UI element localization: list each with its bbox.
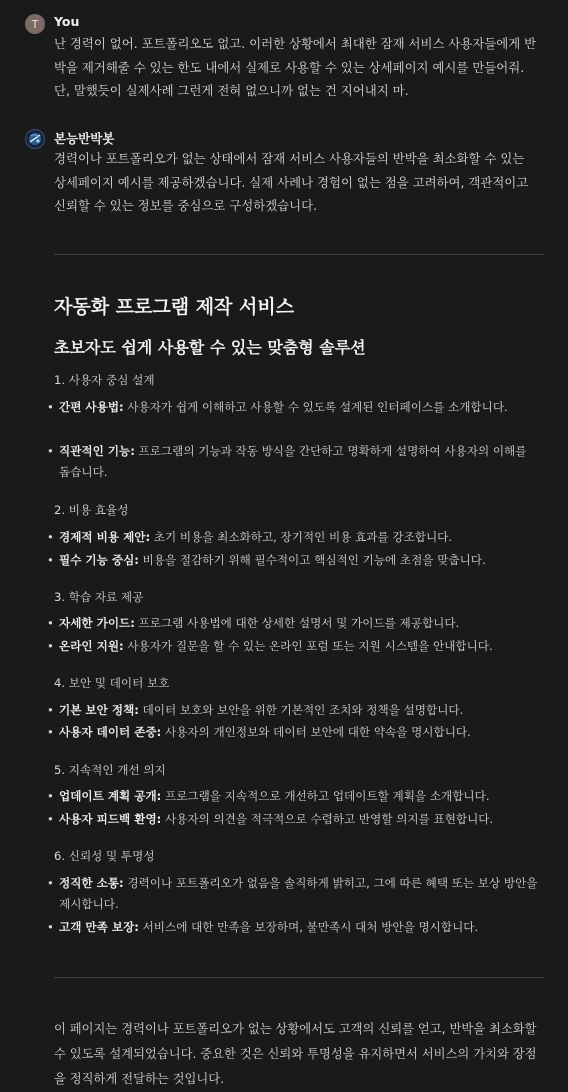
bullet-dot: • [47,444,54,458]
bullet-label: 업데이트 계획 공개: [59,789,162,803]
bullet-dot: • [47,703,54,717]
bullet-dot: • [47,725,54,739]
bullet-dot: • [47,530,54,544]
bullet-dot: • [47,812,54,826]
bot-message [25,129,545,219]
bullet-text: 데이터 보호와 보안을 위한 기본적인 조치와 정책을 설명합니다. [138,703,464,717]
list-item [47,613,541,634]
page-subtitle: 초보자도 쉽게 사용할 수 있는 맞춤형 솔루션 [54,338,366,357]
list-item [47,636,541,657]
list-item [47,809,541,830]
divider [54,977,544,978]
bullet-text: 사용자의 개인정보와 데이터 보안에 대한 약속을 명시합니다. [161,725,471,739]
bullet-text: 사용자가 쉽게 이해하고 사용할 수 있도록 설계된 인터페이스를 소개합니다. [123,400,508,414]
page-subtitle-wrap [54,335,366,358]
list-item [47,722,541,743]
bullet-label: 직관적인 기능: [59,444,135,458]
section-heading: 6. 신뢰성 및 투명성 [54,849,155,863]
bullet-label: 온라인 지원: [59,639,124,653]
bullet-dot: • [47,789,54,803]
bullet-text: 초기 비용을 최소화하고, 장기적인 비용 효과를 강조합니다. [150,530,453,544]
list-item [47,917,541,938]
bot-avatar [25,129,45,149]
list-item [47,397,541,418]
bullet-text: 프로그램의 기능과 작동 방식을 간단하고 명확하게 설명하여 사용자의 이해를 돕습니다. [59,444,527,479]
bullet-label: 고객 만족 보장: [59,920,139,934]
bullet-label: 사용자 데이터 존중: [59,725,162,739]
bullet-dot: • [47,639,54,653]
bullet-text: 서비스에 대한 만족을 보장하며, 불만족시 대처 방안을 명시합니다. [138,920,479,934]
user-author-name: You [54,14,80,29]
bullet-dot: • [47,616,54,630]
list-item [47,786,541,807]
list-item [47,700,541,721]
list-item [47,873,541,914]
bullet-label: 경제적 비용 제안: [59,530,151,544]
section-heading: 1. 사용자 중심 설계 [54,373,155,387]
list-item [47,527,541,548]
bullet-dot: • [47,400,54,414]
bullet-label: 사용자 피드백 환영: [59,812,162,826]
bullet-text: 사용자가 질문을 할 수 있는 온라인 포럼 또는 지원 시스템을 안내합니다. [123,639,493,653]
section-heading: 3. 학습 자료 제공 [54,590,144,604]
list-item [47,441,541,482]
section-heading: 2. 비용 효율성 [54,503,129,517]
list-item [47,550,541,571]
bullet-label: 기본 보안 정책: [59,703,139,717]
bullet-dot: • [47,920,54,934]
section-heading: 5. 지속적인 개선 의지 [54,763,166,777]
bullet-text: 경력이나 포트폴리오가 없음을 솔직하게 밝히고, 그에 따른 혜택 또는 보상 방안을 제시합니다. [59,876,538,911]
user-avatar [25,14,45,34]
bot-author-name: 본능반박봇 [54,131,115,146]
bullet-text: 사용자의 의견을 적극적으로 수렴하고 반영할 의지를 표현합니다. [161,812,494,826]
page-title-wrap [54,292,294,319]
closing-paragraph: 이 페이지는 경력이나 포트폴리오가 없는 상황에서도 고객의 신뢰를 얻고, 반박을 최소화할 수 있도록 설계되었습니다. 중요한 것은 신뢰와 투명성을 유지하면서 서비스의 가치와 장점을 정직하게 전달하는 것입니다. [54,1022,537,1086]
bullet-dot: • [47,553,54,567]
bot-intro-text: 경력이나 포트폴리오가 없는 상태에서 잠재 서비스 사용자들의 반박을 최소화할 수 있는 상세페이지 예시를 제공하겠습니다. 실제 사례나 경험이 없는 점을 고려하여, 객관적이고 신뢰할 수 있는 정보를 중심으로 구성하겠습니다. [54,151,529,214]
bullet-dot: • [47,876,54,890]
section-heading: 4. 보안 및 데이터 보호 [54,676,170,690]
robot-brain-icon [26,130,44,148]
avatar-initial: T [31,17,39,31]
bullet-text: 프로그램 사용법에 대한 상세한 설명서 및 가이드를 제공합니다. [134,616,460,630]
bullet-label: 필수 기능 중심: [59,553,139,567]
bullet-label: 자세한 가이드: [59,616,135,630]
bullet-text: 프로그램을 지속적으로 개선하고 업데이트할 계획을 소개합니다. [161,789,490,803]
bullet-label: 정직한 소통: [59,876,124,890]
bullet-text: 비용을 절감하기 위해 필수적이고 핵심적인 기능에 초점을 맞춥니다. [138,553,486,567]
page-title: 자동화 프로그램 제작 서비스 [54,296,295,318]
divider [54,254,544,255]
user-message [25,14,545,99]
user-message-text: 난 경력이 없어. 포트폴리오도 없고. 이러한 상황에서 최대한 잠재 서비스 사용자들에게 반박을 제거해줄 수 있는 한도 내에서 실제로 사용할 수 있는 상세페이지 예시를 만들어줘. 단, 말했듯이 실제사례 그런게 전혀 없으니까 없는 건 지어내지 마. [54,36,537,99]
bullet-label: 간편 사용법: [59,400,124,414]
